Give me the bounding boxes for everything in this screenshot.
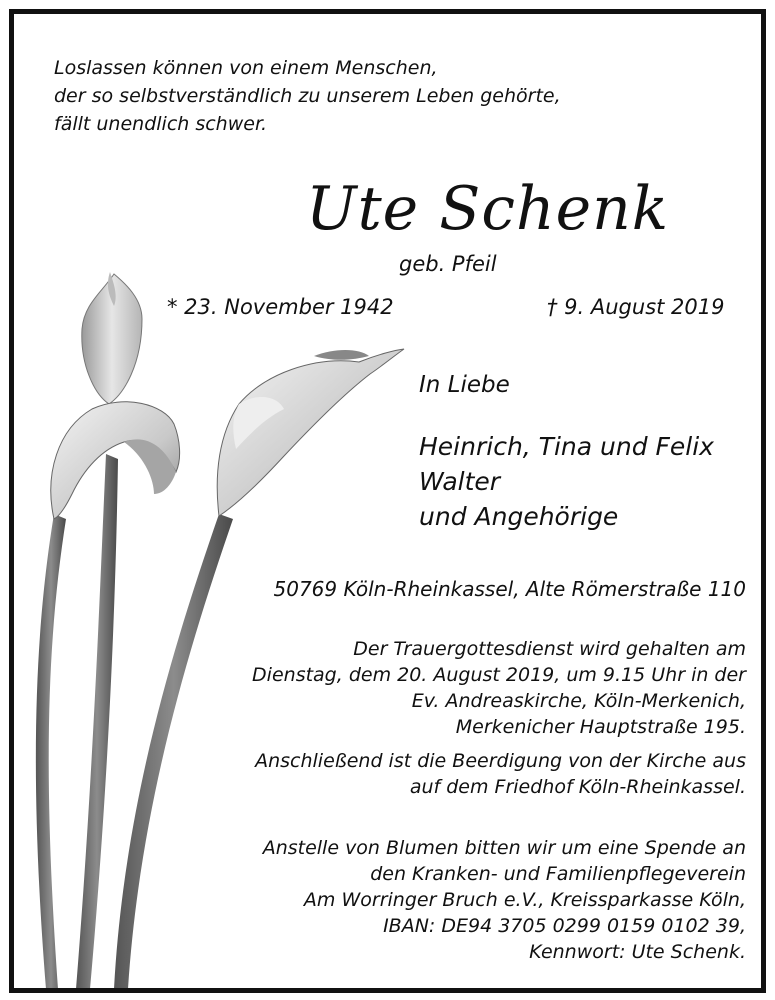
address: 50769 Köln-Rheinkassel, Alte Römerstraße 110 — [273, 577, 746, 601]
service-line: Der Trauergottesdienst wird gehalten am — [353, 638, 746, 660]
burial-info — [255, 748, 746, 800]
obituary-frame — [9, 9, 766, 993]
donation-info — [263, 835, 746, 965]
donation-line: Am Worringer Bruch e.V., Kreissparkasse Köln, — [303, 889, 746, 911]
maiden-name: geb. Pfeil — [399, 252, 497, 276]
service-info — [252, 636, 746, 740]
deceased-name: Ute Schenk — [306, 174, 670, 244]
mourner-line: Heinrich, Tina und Felix — [419, 432, 714, 461]
birth-date: * 23. November 1942 — [167, 295, 394, 319]
burial-line: Anschließend ist die Beerdigung von der Kirche aus — [255, 750, 746, 772]
death-date: † 9. August 2019 — [547, 295, 725, 319]
mourners-intro: In Liebe — [419, 372, 510, 398]
service-line: Dienstag, dem 20. August 2019, um 9.15 Uhr in der — [252, 664, 746, 686]
donation-line: IBAN: DE94 3705 0299 0159 0102 39, — [383, 915, 746, 937]
mourners-names — [419, 429, 714, 534]
donation-line: Kennwort: Ute Schenk. — [529, 941, 746, 963]
poem-line: der so selbstverständlich zu unserem Leben gehörte, — [54, 85, 561, 107]
service-line: Merkenicher Hauptstraße 195. — [455, 716, 746, 738]
poem-line: Loslassen können von einem Menschen, — [54, 57, 438, 79]
service-line: Ev. Andreaskirche, Köln-Merkenich, — [411, 690, 746, 712]
poem — [54, 54, 561, 138]
burial-line: auf dem Friedhof Köln-Rheinkassel. — [409, 776, 746, 798]
mourner-line: Walter — [419, 467, 501, 496]
donation-line: Anstelle von Blumen bitten wir um eine Spende an — [262, 837, 746, 859]
mourner-line: und Angehörige — [419, 502, 619, 531]
poem-line: fällt unendlich schwer. — [54, 113, 268, 135]
donation-line: den Kranken- und Familienpflegeverein — [370, 863, 746, 885]
